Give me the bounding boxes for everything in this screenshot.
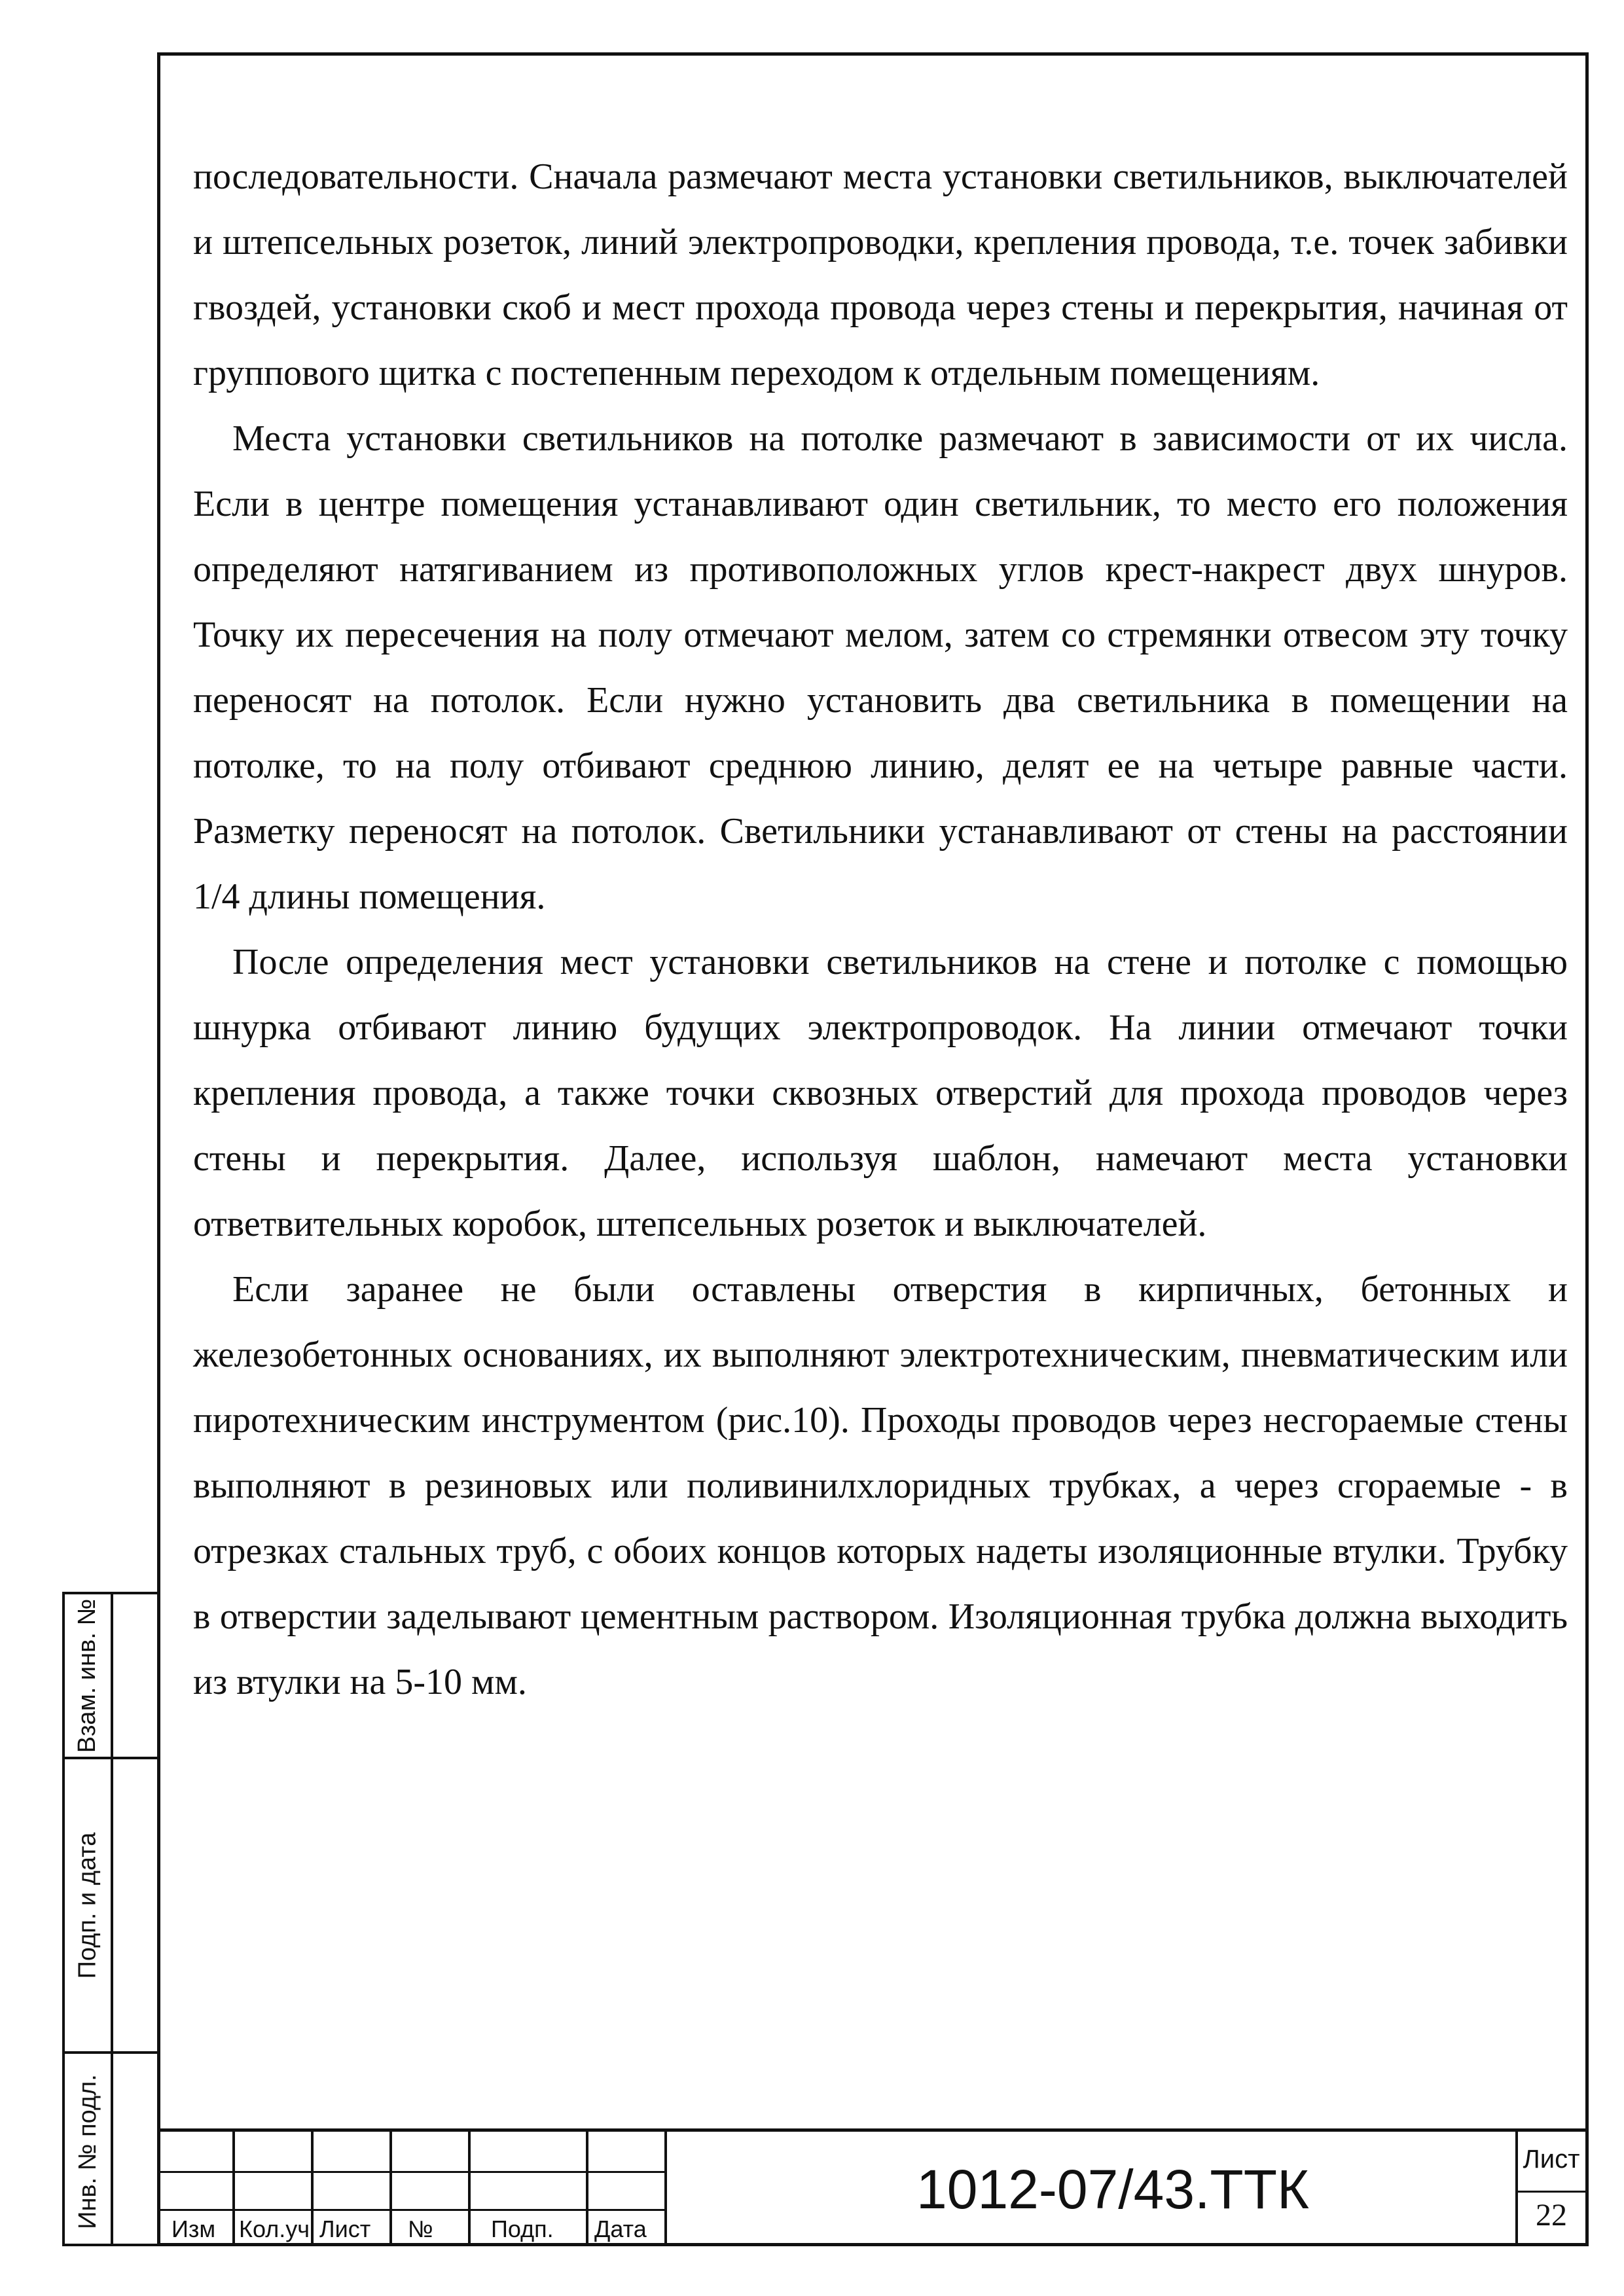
col-doc-label: № — [408, 2215, 433, 2242]
replace-inv-label: Взам. инв. № — [73, 1598, 101, 1753]
paragraph: Если заранее не были оставлены отверстия в кирпичных, бетонных и железобетонных основаниях, их выполняют электротехническим, пневматическим или пиротехническим инструментом (рис.10). Проходы проводов через несгораемые стены выполняют в резиновых или поливинилхлоридных трубках, а через сгораемые - в отрезках стальных труб, с обоих концов которых надеты изоляционные втулки. Трубку в отверстии заделывают цементным раствором. Изоляционная трубка должна выходить из втулки на 5-10 мм. — [193, 1269, 1568, 1702]
document-body — [193, 144, 1568, 1715]
sheet-label: Лист — [1523, 2145, 1580, 2174]
paragraph: Места установки светильников на потолке размечают в зависимости от их числа. Если в центре помещения устанавливают один светильник, то место его положения определяют натягиванием из противоположных углов крест-накрест двух шнуров. Точку их пересечения на полу отмечают мелом, затем со стремянки отвесом эту точку переносят на потолок. Если нужно установить два светильника в помещении на потолке, то на полу отбивают среднюю линию, делят ее на четыре равные части. Разметку переносят на потолок. Светильники устанавливают от стены на расстоянии 1/4 длины помещения. — [193, 418, 1568, 917]
col-date-label: Дата — [594, 2215, 647, 2242]
col-sign-label: Подп. — [491, 2215, 554, 2242]
title-block-col-line — [586, 2132, 588, 2246]
title-block-col-line — [468, 2132, 471, 2246]
title-block-col-line — [389, 2132, 392, 2246]
paragraph: После определения мест установки светильников на стене и потолке с помощью шнурка отбивают линию будущих электропроводок. На линии отмечают точки крепления провода, а также точки сквозных отверстий для прохода проводов через стены и перекрытия. Далее, используя шаблон, намечают места установки ответвительных коробок, штепсельных розеток и выключателей. — [193, 942, 1568, 1244]
col-sheet-label: Лист — [319, 2215, 371, 2242]
inv-orig-label: Инв. № подл. — [73, 2073, 101, 2229]
title-block-col-line — [232, 2132, 235, 2246]
paragraph: последовательности. Сначала размечают места установки светильников, выключателей и штепсельных розеток, линий электропроводки, крепления провода, т.е. точек забивки гвоздей, установки скоб и мест прохода провода через стены и перекрытия, начиная от группового щитка с постепенным переходом к отдельным помещениям. — [193, 156, 1568, 393]
title-block-col-line — [311, 2132, 314, 2246]
col-change-label: Изм — [171, 2215, 216, 2242]
document-code: 1012-07/43.ТТК — [916, 2159, 1309, 2220]
side-stamp-strip — [62, 1592, 157, 2246]
sign-date-label: Подп. и дата — [73, 1832, 101, 1979]
title-block — [157, 2128, 1589, 2246]
sheet-number: 22 — [1536, 2198, 1567, 2233]
title-block-col-line — [664, 2132, 667, 2246]
col-qty-label: Кол.уч — [239, 2215, 310, 2242]
